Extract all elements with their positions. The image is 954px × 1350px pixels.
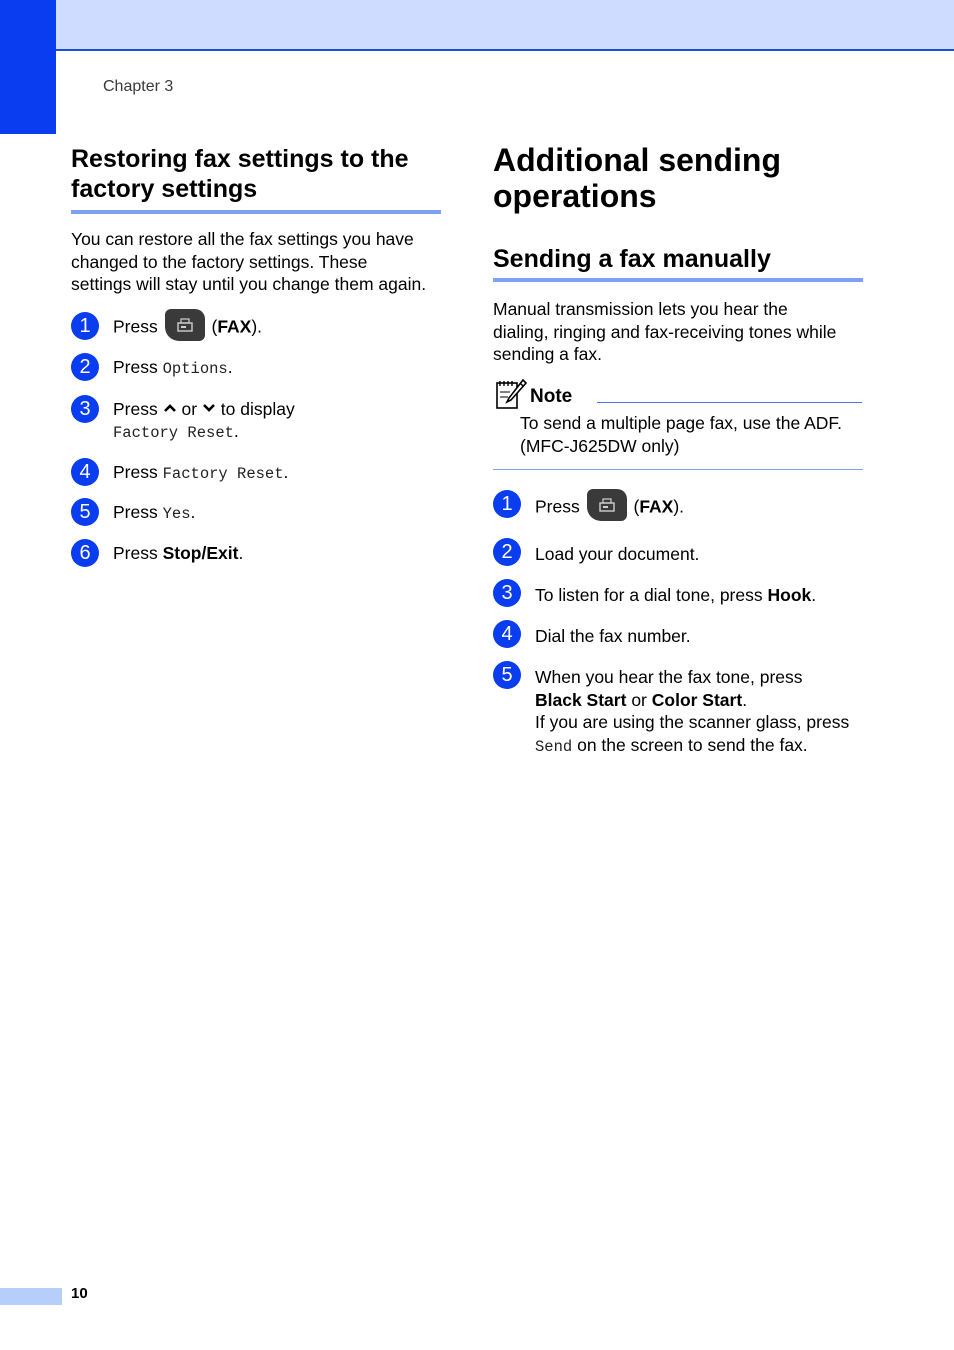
fax-button-icon — [165, 309, 205, 341]
chapter-tab — [0, 0, 56, 134]
note-label: Note — [530, 386, 573, 407]
page-number: 10 — [71, 1285, 88, 1302]
left-column — [71, 144, 441, 564]
note-bottom-rule — [493, 469, 863, 470]
step-number: 2 — [493, 538, 521, 566]
step-number: 6 — [71, 539, 99, 567]
step-number: 3 — [493, 579, 521, 607]
step-number: 5 — [71, 498, 99, 526]
note-body: To send a multiple page fax, use the ADF. (MFC-J625DW only) — [520, 413, 842, 456]
left-steps: 1 Press (FAX). 2 Press Options. 3 Press or to display Factory Reset. 4 Press Factory Reset. 5 Press Yes. 6 Press Stop/Exit. — [71, 296, 441, 556]
chapter-label: Chapter 3 — [103, 78, 174, 95]
subheading: Sending a fax manually — [493, 245, 771, 273]
right-intro: Manual transmission lets you hear the dialing, ringing and fax-receiving tones while sending a fax. — [493, 299, 837, 364]
step-number: 4 — [493, 620, 521, 648]
footer-bar — [0, 1288, 62, 1305]
step-number: 2 — [71, 353, 99, 381]
heading-rule — [71, 210, 441, 214]
left-intro: You can restore all the fax settings you have changed to the factory settings. These settings will stay until you change them again. — [71, 229, 427, 294]
subheading-rule — [493, 278, 863, 282]
step-number: 1 — [71, 312, 99, 340]
note-header — [493, 378, 863, 412]
step-number: 5 — [493, 661, 521, 689]
right-column: Additional sending operations Sending a fax manually Manual transmission lets you hear the dialing, ringing and fax-receiving tones while sending a fax. Note To send a multiple page fax, use the ADF. (MFC-J625DW only) 1 Press (FAX). 2 Load your document. 3 To listen for a dial tone, press Hook. 4 Dial the fax number. 5 When you hear the fax tone, press Black Start or Color Start. If you are using the scanner glass, press Send on the screen to send the fax. — [493, 142, 863, 282]
note-rule — [597, 402, 862, 403]
note-pencil-icon — [495, 378, 527, 410]
step-number: 4 — [71, 458, 99, 486]
up-arrow-icon — [163, 403, 177, 413]
step-number: 1 — [493, 490, 521, 518]
left-heading: Restoring fax settings to the factory settings — [71, 145, 409, 203]
step-number: 3 — [71, 395, 99, 423]
fax-button-icon — [587, 489, 627, 521]
header-band — [0, 0, 954, 51]
down-arrow-icon — [202, 403, 216, 413]
section-title: Additional sending operations — [493, 142, 781, 214]
